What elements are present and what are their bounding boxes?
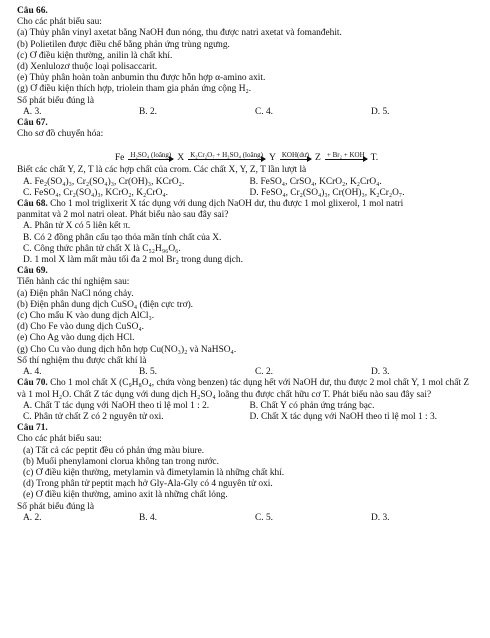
q69-item-d: (d) Cho Fe vào dung dịch CuSO₄. [17, 322, 144, 333]
q71-option-c: C. 5. [255, 512, 273, 523]
q67-intro: Cho sơ đồ chuyển hóa: [17, 129, 104, 140]
q69-option-b: B. 5. [139, 367, 157, 378]
q70-option-d: D. Chất X tác dụng với NaOH theo tỉ lệ mol 1 : 3. [249, 411, 437, 422]
q71-option-b: B. 4. [139, 512, 157, 523]
conversion-scheme [17, 141, 476, 163]
scheme-arrow-1 [128, 151, 173, 160]
q68-option-a: A. Phân tử X có 5 liên kết π. [23, 221, 131, 232]
scheme-arrow-3-label: KOH(dư) [281, 151, 309, 160]
scheme-z: Z [315, 152, 321, 164]
q71-item-b: (b) Muối phenylamoni clorua không tan trong nước. [23, 456, 219, 467]
arrow-right-icon [188, 159, 265, 160]
q66-option-c: C. 4. [255, 106, 273, 117]
q69-option-c: C. 2. [255, 367, 273, 378]
q71-item-e: (e) Ở điều kiện thường, amino axit là những chất lỏng. [23, 490, 228, 501]
q71-option-a: A. 2. [23, 512, 42, 523]
q68-text-1: Cho 1 mol triglixerit X tác dụng với dung dịch NaOH dư, thu được 1 mol glixerol, 1 mol natri [50, 199, 404, 210]
q71-intro: Cho các phát biểu sau: [17, 434, 102, 445]
q70-option-b: B. Chất Y có phản ứng tráng bạc. [249, 400, 375, 411]
scheme-y: Y [268, 152, 276, 164]
q71-item-c: (c) Ở điều kiện thường, metylamin và đimetylamin là những chất khí. [23, 467, 285, 478]
q69-item-a: (a) Điện phân NaCl nóng chảy. [17, 288, 134, 299]
arrow-right-icon [280, 159, 311, 160]
q71-item-a: (a) Tất cả các peptit đều có phản ứng màu biure. [23, 445, 205, 456]
q69-option-d: D. 3. [371, 367, 390, 378]
scheme-t: T. [370, 152, 379, 164]
q70-option-c: C. Phân tử chất Z có 2 nguyên tử oxi. [23, 411, 164, 422]
q68-line-1 [17, 199, 476, 210]
q67-option-d: D. FeSO₄, Cr₂(SO₄)₃, Cr(OH)₃, K₂Cr₂O₇. [249, 187, 405, 198]
q67-note: Biết các chất Y, Z, T là các hợp chất của crom. Các chất X, Y, Z, T lần lượt là [17, 165, 307, 176]
scheme-arrow-4-label: + Br₂ + KOH [326, 151, 365, 160]
scheme-arrow-1-label: H₂SO₄ (loãng) [130, 151, 172, 160]
q66-option-d: D. 5. [371, 106, 390, 117]
q68-text-2: panmitat và 2 mol natri oleat. Phát biểu nào sau đây sai? [17, 210, 229, 221]
q67-options-row-2 [17, 188, 476, 199]
q70-stem [17, 378, 476, 400]
q66-title: Câu 66. [17, 6, 48, 16]
q66-item-b: (b) Polietilen được điều chế bằng phản ứng trùng ngưng. [17, 39, 230, 50]
scheme-arrow-3 [280, 151, 311, 160]
q66-item-e: (e) Thủy phân hoàn toàn anbumin thu được hỗn hợp α-amino axit. [17, 73, 266, 84]
scheme-fe: Fe [114, 152, 125, 164]
scheme-arrow-2 [188, 151, 265, 160]
q69-title: Câu 69. [17, 266, 48, 277]
q66-item-a: (a) Thủy phân vinyl axetat bằng NaOH đun nóng, thu được natri axetat và fomanđehit. [17, 28, 342, 39]
q69-item-g: (g) Cho Cu vào dung dịch hỗn hợp Cu(NO₃)₂ và NaHSO₄. [17, 344, 237, 355]
scheme-arrow-4 [325, 151, 367, 160]
q68-option-c: C. Công thức phân tử chất X là C₅₂H₉₆O₆. [23, 243, 181, 254]
q67-option-b: B. FeSO₄, CrSO₄, KCrO₂, K₂CrO₄. [249, 176, 382, 187]
q70-text: Cho 1 mol chất X (C₉H₈O₄, chứa vòng benzen) tác dụng hết với NaOH dư, thu được 2 mol chất Y, 1 mol chất Z và 1 mol H₂O. Chất Z tác dụng với dung dịch H₂SO₄ loãng thu được chất hữu cơ T. Phát biểu nào sau đây sai? [17, 378, 470, 400]
q69-intro: Tiến hành các thí nghiệm sau: [17, 277, 130, 288]
q71-ask: Số phát biểu đúng là [17, 501, 95, 512]
q67-options-row-1 [17, 177, 476, 188]
q69-item-e: (e) Cho Ag vào dung dịch HCl. [17, 333, 135, 344]
q69-options [17, 367, 476, 378]
q69-ask: Số thí nghiệm thu được chất khí là [17, 355, 147, 366]
q67-option-a: A. Fe₂(SO₄)₃, Cr₂(SO₄)₃, Cr(OH)₃, KCrO₂. [23, 176, 185, 187]
q68-option-b: B. Có 2 đồng phân cấu tạo thỏa mãn tính chất của X. [23, 232, 222, 243]
scheme-x: X [177, 152, 185, 164]
q71-option-d: D. 3. [371, 512, 390, 523]
q71-title: Câu 71. [17, 423, 48, 434]
q67-title: Câu 67. [17, 118, 48, 129]
arrow-right-icon [128, 159, 173, 160]
q70-options-row-2 [17, 412, 476, 423]
q70-title: Câu 70. [17, 378, 48, 389]
q66-item-g: (g) Ở điều kiện thích hợp, triolein tham gia phản ứng cộng H₂. [17, 84, 252, 95]
q69-item-c: (c) Cho mẩu K vào dung dịch AlCl₃. [17, 311, 155, 322]
scheme-arrow-2-label: K₂Cr₂O₇ + H₂SO₄ (loãng) [190, 151, 263, 160]
q68-title: Câu 68. [17, 199, 48, 210]
arrow-right-icon [325, 159, 367, 160]
q66-option-a: A. 3. [23, 106, 42, 117]
q66-options [17, 107, 476, 118]
q69-item-b: (b) Điện phân dung dịch CuSO₄ (điện cực trơ). [17, 299, 194, 310]
q68-option-d: D. 1 mol X làm mất màu tối đa 2 mol Br₂ trong dung dịch. [23, 255, 243, 266]
q66-ask: Số phát biểu đúng là [17, 95, 95, 106]
q69-option-a: A. 4. [23, 367, 42, 378]
q70-options-row-1 [17, 401, 476, 412]
q67-option-c: C. FeSO₄, Cr₂(SO₄)₃, KCrO₂, K₂CrO₄. [23, 187, 169, 198]
q70-option-a: A. Chất T tác dụng với NaOH theo tỉ lệ mol 1 : 2. [23, 400, 210, 411]
q66-option-b: B. 2. [139, 106, 157, 117]
q71-options [17, 513, 476, 524]
q66-intro: Cho các phát biểu sau: [17, 17, 102, 28]
q71-item-d: (d) Trong phân tử peptit mạch hở Gly-Ala-Gly có 4 nguyên tử oxi. [23, 479, 273, 490]
q66-item-d: (d) Xenlulozơ thuộc loại polisaccarit. [17, 62, 158, 73]
q66-item-c: (c) Ở điều kiện thường, anilin là chất khí. [17, 50, 173, 61]
